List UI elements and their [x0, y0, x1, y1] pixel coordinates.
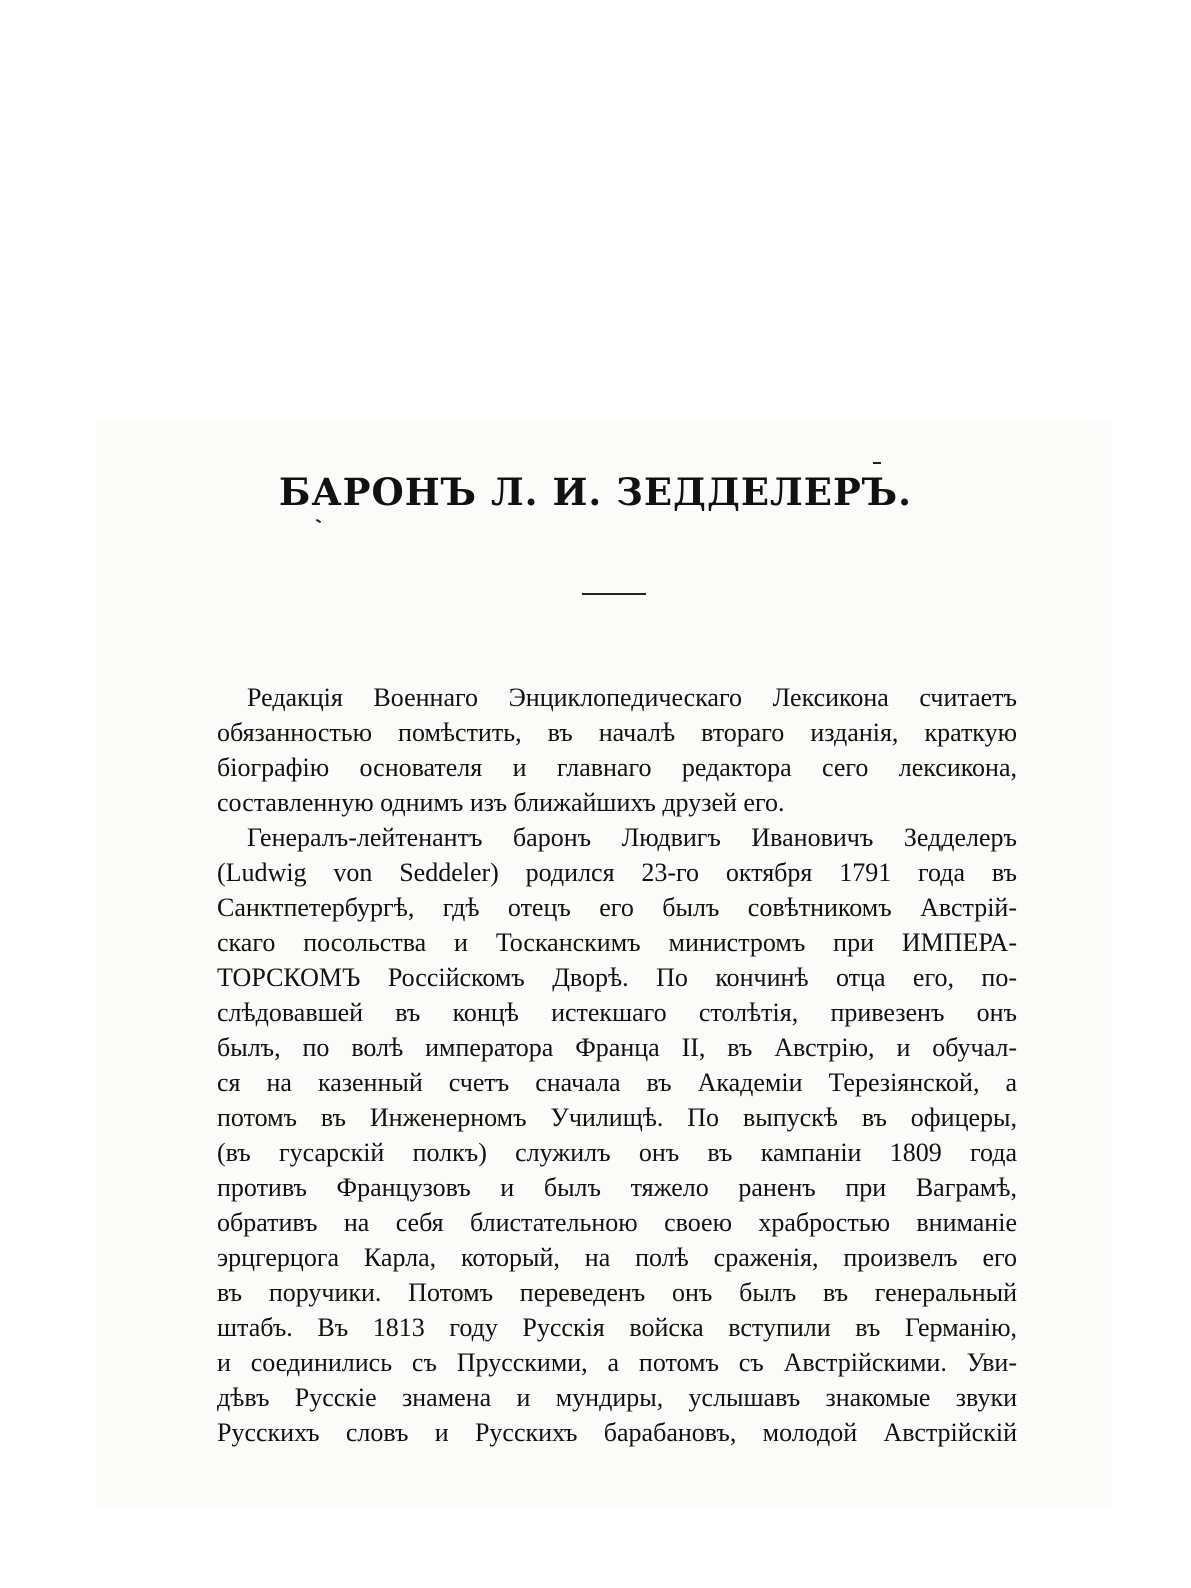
text-line: противъ Французовъ и былъ тяжело раненъ при Ваграмѣ, — [217, 1173, 1017, 1202]
paragraph-intro — [217, 680, 1017, 820]
text-line: Редакція Военнаго Энциклопедическаго Лексикона считаетъ — [247, 683, 1017, 712]
text-line: былъ, по волѣ императора Франца II, въ Австрію, и обучал- — [217, 1033, 1017, 1062]
body-text — [217, 680, 1017, 1450]
text-line: въ поручики. Потомъ переведенъ онъ былъ въ генеральный — [217, 1278, 1017, 1307]
text-line: потомъ въ Инженерномъ Училищѣ. По выпускѣ въ офицеры, — [217, 1103, 1017, 1132]
text-line: штабъ. Въ 1813 году Русскія войска вступили въ Германію, — [217, 1313, 1017, 1342]
text-line: эрцгерцога Карла, который, на полѣ сраженія, произвелъ его — [217, 1243, 1017, 1272]
ink-speck — [873, 462, 881, 464]
text-line: слѣдовавшей въ концѣ истекшаго столѣтія, привезенъ онъ — [217, 998, 1017, 1027]
text-line: дѣвъ Русскіе знамена и мундиры, услышавъ знакомые звуки — [217, 1383, 1017, 1412]
paragraph-biography — [217, 820, 1017, 1450]
text-line: ТОРСКОМЪ Россійскомъ Дворѣ. По кончинѣ отца его, по- — [217, 963, 1017, 992]
text-line: біографію основателя и главнаго редактора сего лексикона, — [217, 753, 1017, 782]
text-line: (Ludwig von Seddeler) родился 23-го октября 1791 года въ — [217, 858, 1017, 887]
page-title: БАРОНЪ Л. И. ЗЕДДЕЛЕРЪ. — [278, 470, 913, 514]
text-line: обративъ на себя блистательною своею храбростью вниманіе — [217, 1208, 1017, 1237]
text-line: Русскихъ словъ и Русскихъ барабановъ, молодой Австрійскій — [217, 1418, 1017, 1447]
title-divider — [582, 593, 646, 595]
text-line: Санктпетербургѣ, гдѣ отецъ его былъ совѣтникомъ Австрій- — [217, 893, 1017, 922]
text-line: обязанностью помѣстить, въ началѣ втораго изданія, краткую — [217, 718, 1017, 747]
text-line: ся на казенный счетъ сначала въ Академіи Терезіянской, а — [217, 1068, 1017, 1097]
text-line: Генералъ-лейтенантъ баронъ Людвигъ Ивановичъ Зедделеръ — [247, 823, 1017, 852]
text-line: составленную однимъ изъ ближайшихъ друзей его. — [217, 788, 785, 817]
text-line: и соединились съ Прусскими, а потомъ съ Австрійскими. Уви- — [217, 1348, 1017, 1377]
text-line: скаго посольства и Тосканскимъ министромъ при ИМПЕРА- — [217, 928, 1017, 957]
text-line: (въ гусарскій полкъ) служилъ онъ въ кампаніи 1809 года — [217, 1138, 1017, 1167]
